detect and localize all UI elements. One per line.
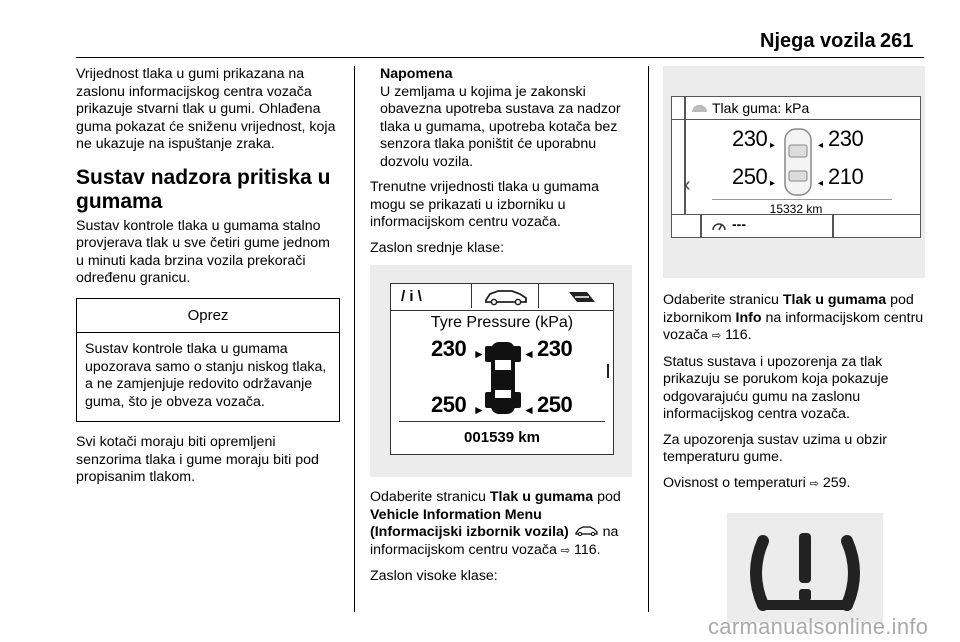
mid-level-label: Zaslon srednje klase: <box>370 239 505 256</box>
tire-front-left: 230 <box>732 126 768 151</box>
tab-trip: / i \ <box>401 288 422 305</box>
speed-limiter-icon <box>710 218 728 234</box>
high-level-display <box>671 96 921 238</box>
system-description: Sustav kontrole tlaka u gumama stalno provjerava tlak u sve četiri gume jednom u minuti kada brzina vozila prekorači određenu granicu. <box>76 217 330 286</box>
tire-front-right: 230 <box>537 336 573 361</box>
scroll-indicator <box>607 364 609 378</box>
page-reference-icon: ⇨ <box>809 477 819 490</box>
status-paragraph: Status sustava i upozorenja za tlak prikazuju se porukom koja pokazuje odgovarajuću gumu na zaslonu informacijskog centra vozača. <box>663 353 889 422</box>
note-body: U zemljama u kojima je zakonski obavezna upotreba sustava za nadzor tlaka u gumama, upotreba kotača bez senzora tlaka poništit će uporabnu dozvolu vozila. <box>380 83 621 170</box>
header-rule <box>76 57 924 58</box>
arrow-left-icon: ◂ <box>818 140 824 151</box>
arrow-left-icon: ◄ <box>523 403 535 417</box>
arrow-right-icon: ▸ <box>770 140 776 151</box>
chevron-left-icon: ‹ <box>684 174 691 196</box>
running-header-title: Njega vozila <box>760 30 876 52</box>
high-level-instruction: Odaberite stranicu Tlak u gumama pod izbornikom Info na informacijskom centru vozača ⇨ 116. <box>663 292 924 343</box>
odo-divider <box>399 421 605 423</box>
tire-rear-right: 210 <box>828 164 864 189</box>
tire-rear-left: 250 <box>732 164 768 189</box>
bottom-divider-2 <box>832 215 834 237</box>
high-display-title: Tlak guma: kPa <box>712 100 810 116</box>
tire-pressure-warning-image <box>727 513 883 623</box>
tire-pressure-warning-icon <box>727 513 883 623</box>
arrow-right-icon: ► <box>473 347 485 361</box>
car-outline-icon <box>780 125 816 199</box>
page-reference-icon: ⇨ <box>560 544 571 557</box>
sensor-paragraph: Svi kotači moraju biti opremljeni senzorima tlaka i gume moraju biti pod propisanim tlakom. <box>76 434 319 485</box>
column-divider-1 <box>354 66 355 612</box>
arrow-left-icon: ◄ <box>523 347 535 361</box>
tab-car-active <box>471 284 539 308</box>
odo-divider <box>712 199 892 200</box>
tire-front-right: 230 <box>828 126 864 151</box>
car-icon <box>472 284 538 308</box>
high-level-display-image <box>663 66 925 278</box>
display-tab-bar <box>391 284 613 311</box>
note-box <box>370 66 635 171</box>
caution-box <box>76 298 340 423</box>
bottom-divider-1 <box>700 215 702 237</box>
display-title: Tyre Pressure (kPa) <box>430 314 574 331</box>
column-1 <box>76 66 341 495</box>
arrow-left-icon: ◂ <box>818 178 824 189</box>
tire-rear-right: 250 <box>537 392 573 417</box>
page-reference-icon: ⇨ <box>711 330 722 342</box>
high-display-bottom-bar <box>672 214 920 237</box>
tire-rear-left: 250 <box>431 392 467 417</box>
section-heading: Sustav nadzora pritiska u gumama <box>76 165 331 213</box>
arrow-right-icon: ► <box>473 403 485 417</box>
caution-title: Oprez <box>77 299 339 334</box>
column-3 <box>663 66 925 623</box>
bottom-value: --- <box>732 216 746 232</box>
watermark: carmanualsonline.info <box>708 614 929 639</box>
high-display-title-bar <box>672 97 920 120</box>
mid-level-display <box>390 283 614 455</box>
road-icon <box>567 288 597 306</box>
odometer: 15332 km <box>769 202 823 216</box>
odometer: 001539 km <box>464 428 540 446</box>
tire-front-left: 230 <box>431 336 467 361</box>
mid-level-display-image <box>370 265 632 477</box>
high-level-label: Zaslon visoke klase: <box>370 568 498 584</box>
column-divider-2 <box>648 66 649 612</box>
arrow-right-icon: ▸ <box>770 178 776 189</box>
mid-level-instruction: Odaberite stranicu Tlak u gumama pod Vehicle Information Menu (Informacijski izbornik vozila) na informacijskom centru vozača ⇨ 116. <box>370 489 621 558</box>
current-values-paragraph: Trenutne vrijednosti tlaka u gumama mogu se prikazati u izborniku u informacijskom centru vozača. <box>370 179 599 230</box>
temperature-paragraph: Za upozorenja sustav uzima u obzir temperaturu gume. <box>663 431 887 465</box>
note-title: Napomena <box>380 66 453 82</box>
caution-body: Sustav kontrole tlaka u gumama upozorava samo o stanju niskog tlaka, a ne zamjenjuje redovito održavanje guma, što je obveza vozača. <box>85 341 327 410</box>
car-top-view-icon <box>485 336 521 420</box>
title-left-divider <box>684 97 686 119</box>
page-number: 261 <box>880 30 914 52</box>
car-inline-icon <box>573 524 599 540</box>
intro-paragraph: Vrijednost tlaka u gumi prikazana na zaslonu informacijskog centra vozača prikazuje stvarni tlak u gumi. Ohlađena guma pokazat će sniženu vrijednost, koja ne ukazuje na ispuštanje zraka. <box>76 66 336 152</box>
column-2 <box>370 66 635 594</box>
temperature-reference: Ovisnost o temperaturi ⇨ 259. <box>663 474 851 491</box>
car-small-icon <box>690 102 708 114</box>
